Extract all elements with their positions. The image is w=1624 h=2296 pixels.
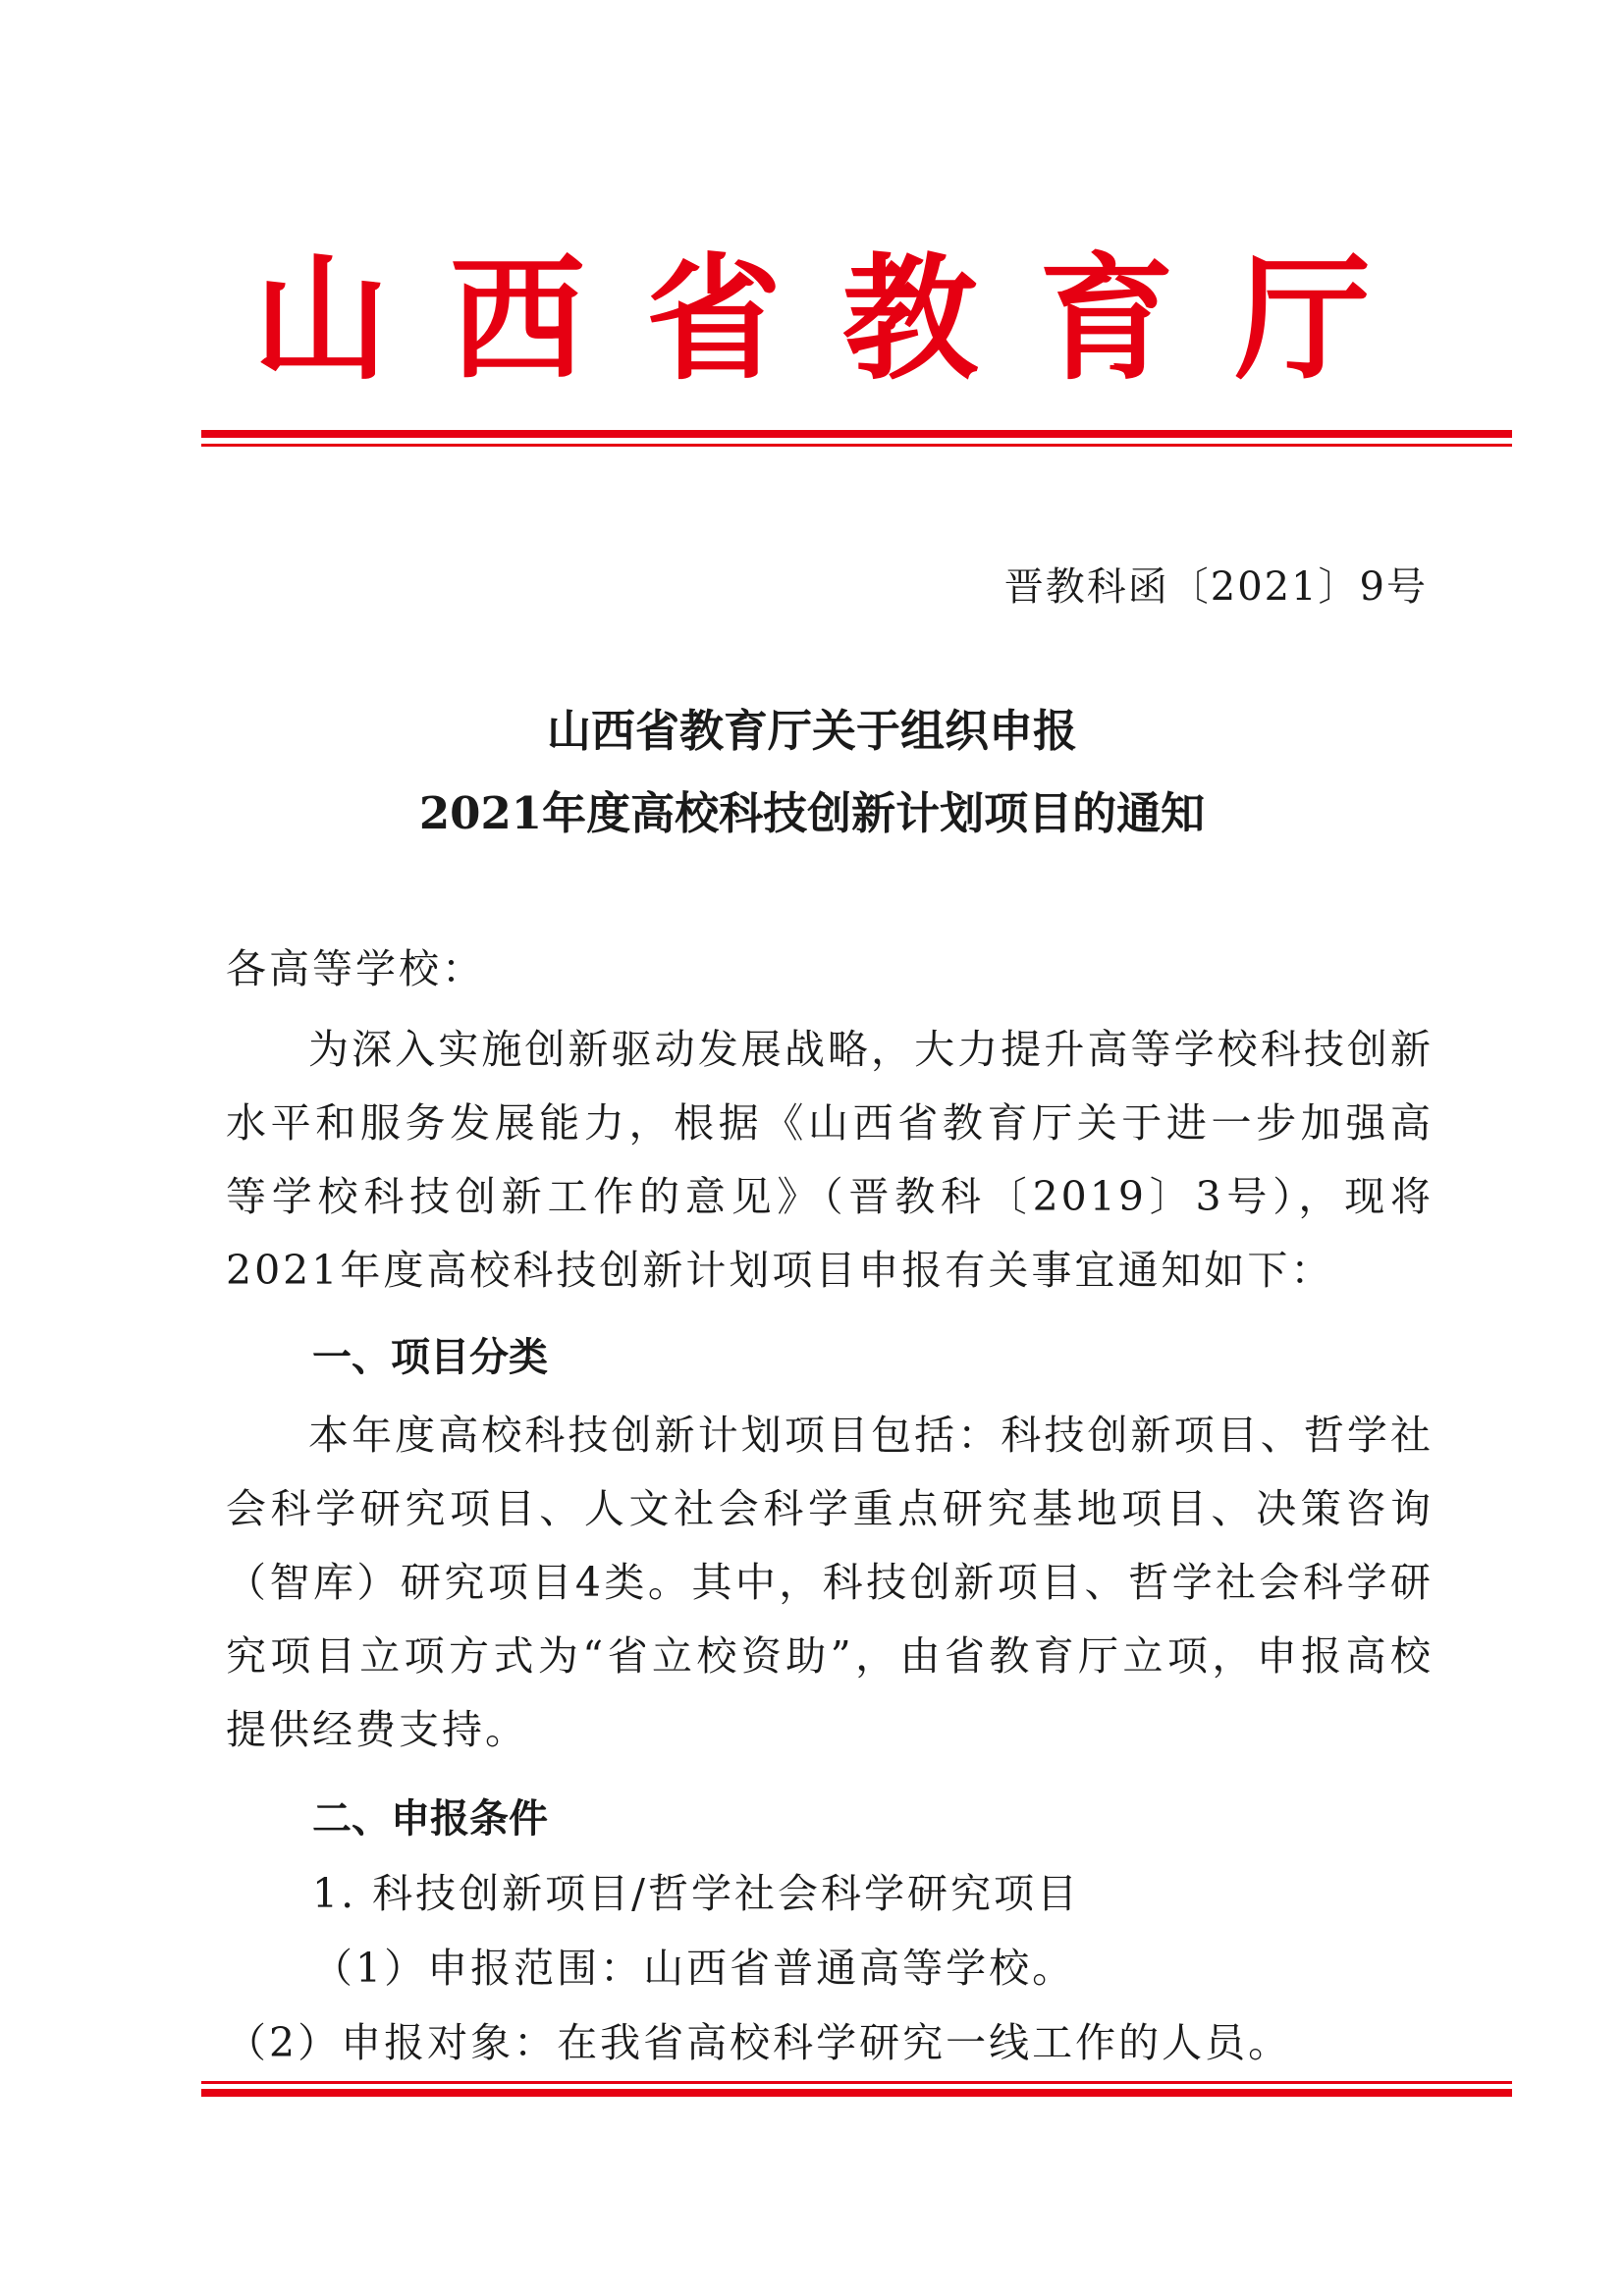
document-number: 晋教科函〔2021〕9号 bbox=[1003, 564, 1428, 610]
header-rule-thick bbox=[201, 430, 1512, 438]
footer-rule-thick bbox=[201, 2089, 1512, 2097]
section-1-body: 本年度高校科技创新计划项目包括：科技创新项目、哲学社会科学研究项目、人文社会科学重点研究基地项目、决策咨询（智库）研究项目4类。其中，科技创新项目、哲学社会科学研究项目立项方式为“省立校资助”，由省教育厅立项，申报高校提供经费支持。 bbox=[226, 1412, 1434, 1753]
section-2-item-1: 1. 科技创新项目/哲学社会科学研究项目 bbox=[312, 1870, 1080, 1917]
intro-paragraph: 为深入实施创新驱动发展战略，大力提升高等学校科技创新水平和服务发展能力，根据《山西省教育厅关于进一步加强高等学校科技创新工作的意见》（晋教科〔2019〕3号），现将2021年度高校科技创新计划项目申报有关事宜通知如下： bbox=[226, 1026, 1434, 1294]
salutation: 各高等学校： bbox=[226, 945, 485, 992]
section-2-heading: 二、申报条件 bbox=[312, 1796, 548, 1842]
title-line-2: 2021年度高校科技创新计划项目的通知 bbox=[418, 787, 1206, 839]
header-rule-thin bbox=[201, 444, 1512, 447]
footer-rule-thin bbox=[201, 2081, 1512, 2084]
section-2-target: （2）申报对象：在我省高校科学研究一线工作的人员。 bbox=[226, 2019, 1292, 2066]
section-2-scope: （1）申报范围：山西省普通高等学校。 bbox=[312, 1945, 1076, 1992]
agency-masthead: 山西省教育厅 bbox=[252, 239, 1432, 399]
section-1-heading: 一、项目分类 bbox=[312, 1335, 548, 1380]
title-line-1: 山西省教育厅关于组织申报 bbox=[546, 705, 1077, 757]
